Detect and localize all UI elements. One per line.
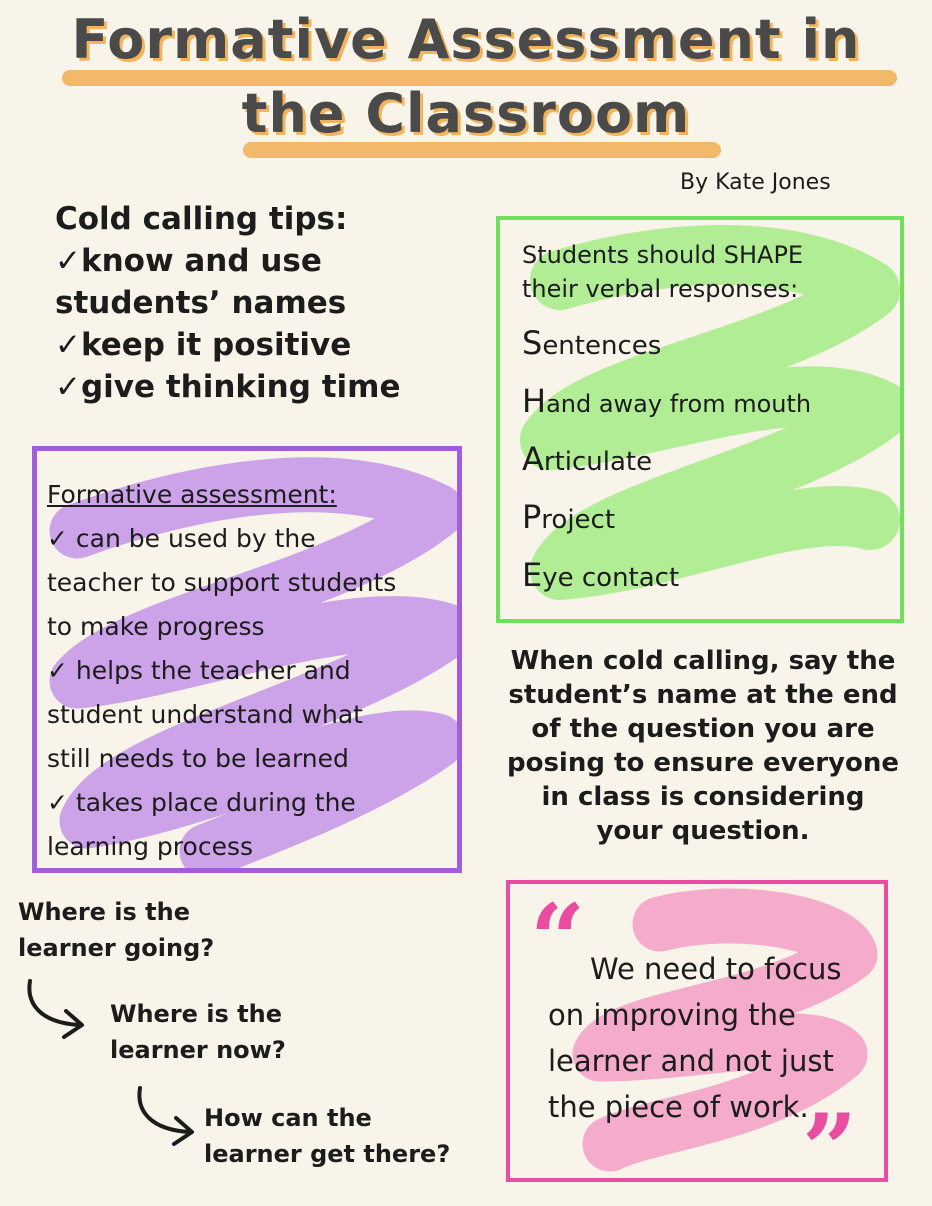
formative-heading: Formative assessment:: [47, 480, 337, 509]
quote-line: We need to focus: [590, 952, 842, 986]
formative-line: learning process: [47, 832, 254, 861]
quote-box: [506, 880, 888, 1206]
cold-calling-tips: [55, 198, 400, 408]
open-quote-icon: “: [530, 883, 586, 996]
shape-item-eye-contact: Eye contact: [522, 556, 680, 594]
cold-tip-line: ✓give thinking time: [55, 369, 401, 405]
shape-item-sentences: Sentences: [522, 324, 662, 362]
formative-assessment-text: [47, 473, 396, 869]
tip-line: posing to ensure everyone: [506, 748, 899, 778]
question-where-now: [110, 996, 286, 1068]
shape-intro-line-1: Students should SHAPE: [522, 241, 804, 269]
cold-tip-line: ✓keep it positive: [55, 327, 352, 363]
question-line: Where is the: [110, 1000, 283, 1028]
question-line: Where is the: [18, 898, 191, 926]
curved-arrow-icon: [132, 1082, 212, 1152]
quote-line: the piece of work.: [548, 1090, 809, 1124]
quote-line: learner and not just: [548, 1044, 834, 1078]
question-line: learner now?: [110, 1036, 286, 1064]
question-line: learner going?: [18, 934, 215, 962]
page-title-line-1: Formative Assessment in: [71, 8, 861, 71]
shape-item-hand: Hand away from mouth: [522, 382, 812, 420]
tip-line: of the question you are: [531, 714, 875, 744]
formative-line: ✓ can be used by the: [47, 524, 316, 553]
cold-tip-line: ✓know and use: [55, 243, 322, 279]
formative-line: to make progress: [47, 612, 265, 641]
quote-text: [548, 946, 841, 1130]
cold-tip-line: students’ names: [55, 285, 347, 321]
byline: By Kate Jones: [680, 170, 831, 195]
formative-assessment-box: [32, 446, 462, 873]
formative-line: ✓ takes place during the: [47, 788, 356, 817]
question-line: How can the: [204, 1104, 372, 1132]
close-quote-icon: ”: [802, 1093, 858, 1206]
shape-item-articulate: Articulate: [522, 440, 653, 478]
formative-line: still needs to be learned: [47, 744, 349, 773]
shape-intro-line-2: their verbal responses:: [522, 275, 799, 303]
tip-line: student’s name at the end: [508, 680, 898, 710]
cold-tips-heading: Cold calling tips:: [55, 201, 348, 237]
curved-arrow-icon: [22, 975, 102, 1045]
tip-line: When cold calling, say the: [510, 646, 896, 676]
tip-line: your question.: [596, 816, 810, 846]
question-where-going: [18, 894, 214, 966]
formative-line: student understand what: [47, 700, 363, 729]
formative-line: ✓ helps the teacher and: [47, 656, 351, 685]
page-title-line-2: the Classroom: [241, 82, 691, 145]
question-how-get-there: [204, 1100, 450, 1172]
shape-item-project: Project: [522, 498, 616, 536]
shape-box: [496, 216, 904, 623]
tip-line: in class is considering: [541, 782, 865, 812]
shape-intro: [522, 238, 803, 306]
question-line: learner get there?: [204, 1140, 451, 1168]
cold-calling-name-tip: [478, 644, 928, 848]
formative-line: teacher to support students: [47, 568, 397, 597]
quote-line: on improving the: [548, 998, 796, 1032]
